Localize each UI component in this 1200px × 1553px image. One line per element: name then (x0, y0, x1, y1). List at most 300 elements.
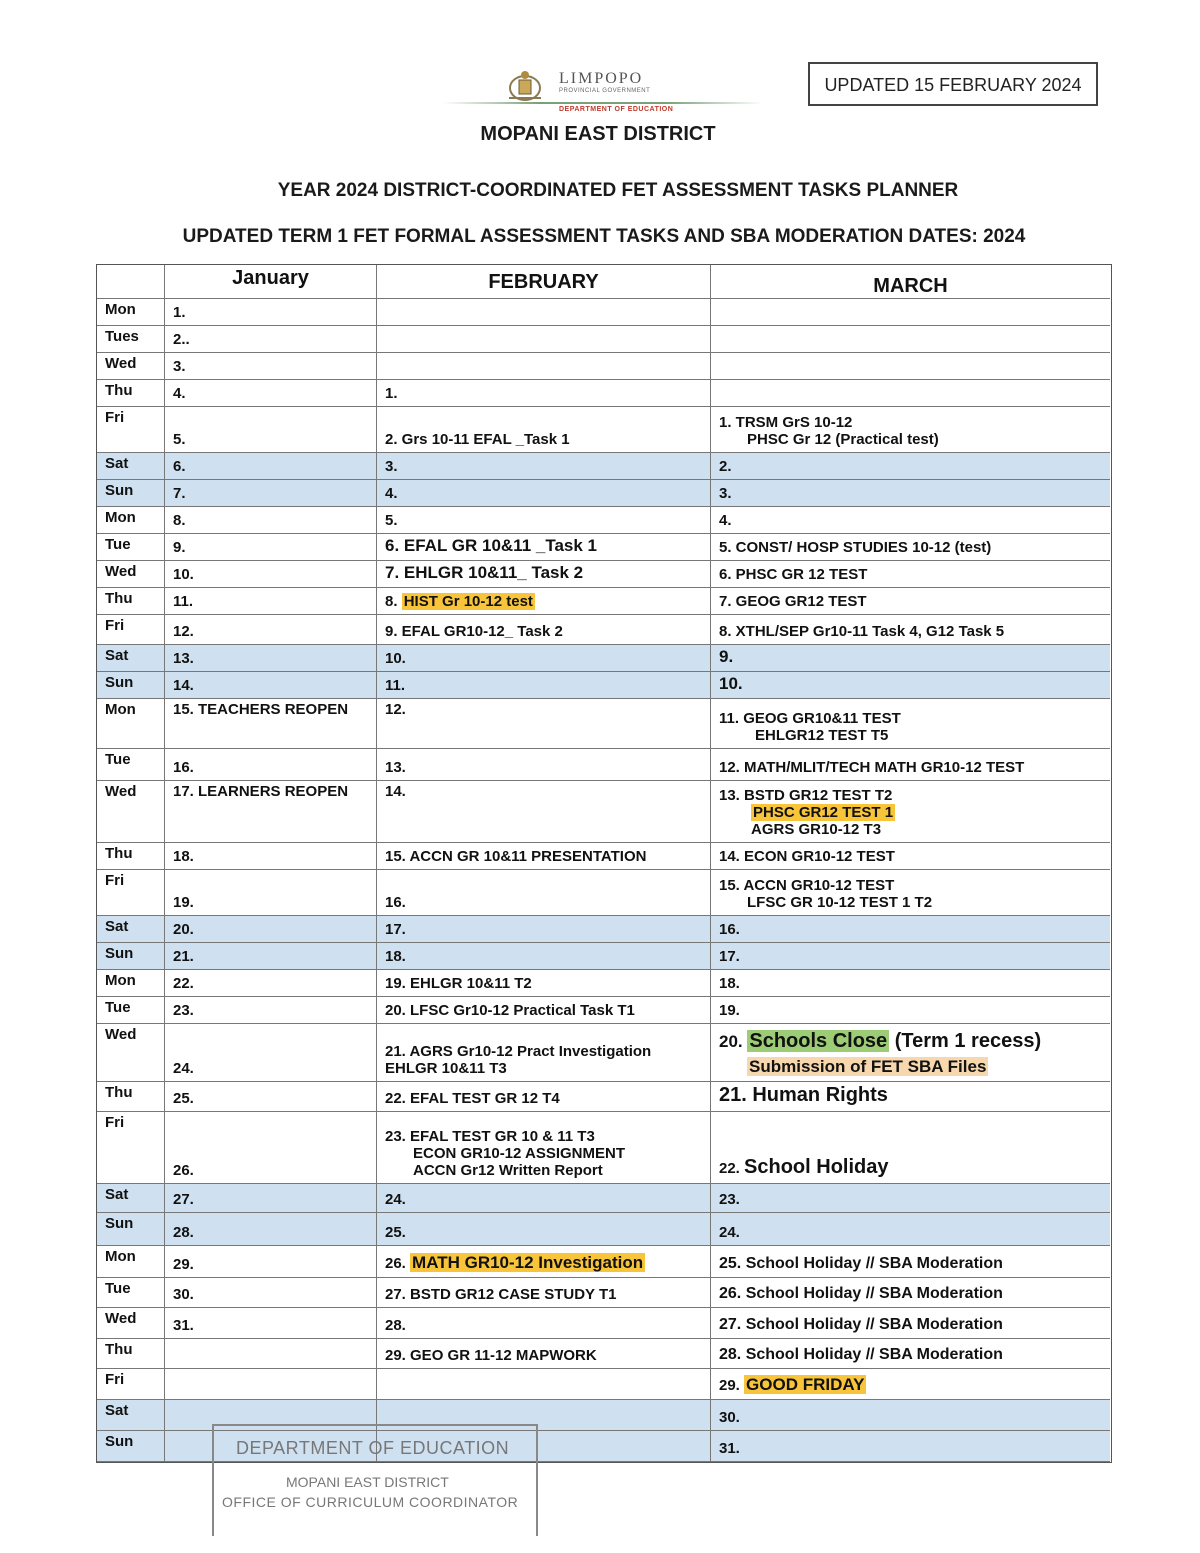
march-line: 8. XTHL/SEP Gr10-11 Task 4, G12 Task 5 (719, 623, 1005, 640)
february-cell (377, 1024, 711, 1081)
february-cell (377, 645, 711, 671)
march-cell (711, 588, 1110, 614)
march-cell (711, 615, 1110, 644)
january-cell (165, 1278, 377, 1307)
february-cell (377, 916, 711, 942)
february-line: EHLGR 10&11 T3 (385, 1060, 507, 1077)
assessment-planner-table (96, 264, 1112, 1463)
march-entry (719, 1346, 1104, 1364)
day-cell: Mon (97, 970, 165, 996)
march-entry (719, 458, 1104, 475)
march-line: LFSC GR 10-12 TEST 1 T2 (747, 894, 933, 911)
march-line: 28. School Holiday // SBA Moderation (719, 1346, 1003, 1363)
header-january: January (165, 265, 377, 298)
logo-department: DEPARTMENT OF EDUCATION (559, 106, 674, 113)
february-line: 5. (385, 512, 398, 529)
february-entry (385, 759, 704, 776)
february-cell (377, 970, 711, 996)
march-entry (719, 485, 1104, 502)
march-cell (711, 1082, 1110, 1111)
march-entry (719, 1255, 1104, 1273)
february-cell (377, 1184, 711, 1212)
february-line: 13. (385, 759, 406, 776)
february-cell (377, 749, 711, 780)
march-entry (719, 1224, 1104, 1241)
february-cell (377, 615, 711, 644)
february-line: 24. (385, 1191, 406, 1208)
february-line: 21. AGRS Gr10-12 Pract Investigation (385, 1043, 652, 1060)
table-row (97, 1369, 1110, 1400)
march-cell (711, 781, 1110, 842)
table-row (97, 997, 1110, 1024)
logo-subtitle: PROVINCIAL GOVERNMENT (559, 88, 651, 94)
table-row (97, 480, 1110, 507)
february-line: 29. GEO GR 11-12 MAPWORK (385, 1347, 597, 1364)
february-entry (385, 948, 704, 965)
january-entry: 8. (173, 512, 186, 529)
district-heading: MOPANI EAST DISTRICT (480, 123, 716, 145)
february-line: 9. EFAL GR10-12_ Task 2 (385, 623, 563, 640)
february-line: ECON GR10-12 ASSIGNMENT (413, 1145, 625, 1162)
march-cell (711, 843, 1110, 869)
march-line (719, 1030, 1104, 1053)
table-row (97, 407, 1110, 453)
march-cell (711, 507, 1110, 533)
march-line: 19. (719, 1002, 740, 1019)
january-entry: 24. (173, 1060, 194, 1077)
march-entry (719, 1375, 1104, 1395)
table-row (97, 843, 1110, 870)
march-line: 6. PHSC GR 12 TEST (719, 566, 868, 583)
table-row (97, 1213, 1110, 1246)
day-cell: Tue (97, 534, 165, 560)
day-cell: Fri (97, 615, 165, 644)
january-cell (165, 1369, 377, 1399)
table-row (97, 1339, 1110, 1369)
day-cell: Sat (97, 1400, 165, 1430)
february-entry (385, 677, 704, 694)
february-entry (385, 536, 704, 556)
february-line: 7. EHLGR 10&11_ Task 2 (385, 563, 584, 582)
coat-of-arms-icon (505, 68, 545, 104)
march-entry (719, 539, 1104, 556)
february-entry (385, 1286, 704, 1303)
march-cell (711, 699, 1110, 748)
february-entry (385, 1317, 704, 1334)
march-entry (719, 877, 1104, 911)
february-cell (377, 997, 711, 1023)
february-cell (377, 588, 711, 614)
march-entry (719, 647, 1104, 667)
february-cell (377, 781, 711, 842)
january-entry: 29. (173, 1256, 194, 1273)
march-cell (711, 970, 1110, 996)
march-entry (719, 787, 1104, 838)
january-cell (165, 480, 377, 506)
march-line: 3. (719, 485, 732, 502)
march-entry (719, 414, 1104, 448)
january-cell (165, 781, 377, 842)
march-cell (711, 1308, 1110, 1338)
table-row (97, 380, 1110, 407)
february-entry (385, 1191, 704, 1208)
february-cell (377, 1308, 711, 1338)
january-entry: 21. (173, 948, 194, 965)
january-cell (165, 943, 377, 969)
january-entry: 19. (173, 894, 194, 911)
january-entry: 1. (173, 304, 186, 321)
january-entry: 17. LEARNERS REOPEN (173, 783, 349, 800)
march-entry (719, 1316, 1104, 1334)
february-day-number: 26. (385, 1255, 411, 1272)
february-line: 19. EHLGR 10&11 T2 (385, 975, 532, 992)
february-cell (377, 1082, 711, 1111)
january-cell (165, 299, 377, 325)
march-entry (719, 759, 1104, 776)
day-cell: Mon (97, 299, 165, 325)
march-cell (711, 353, 1110, 379)
february-line: 15. ACCN GR 10&11 PRESENTATION (385, 848, 647, 865)
day-cell: Mon (97, 1246, 165, 1277)
february-highlighted-task: MATH GR10-12 Investigation (412, 1253, 644, 1272)
january-cell (165, 843, 377, 869)
march-line: 12. MATH/MLIT/TECH MATH GR10-12 TEST (719, 759, 1025, 776)
january-entry: 3. (173, 358, 186, 375)
january-cell (165, 407, 377, 452)
march-entry (719, 623, 1104, 640)
march-line: 17. (719, 948, 740, 965)
table-row (97, 870, 1110, 916)
february-entry (385, 512, 704, 529)
march-cell (711, 997, 1110, 1023)
day-cell: Mon (97, 507, 165, 533)
march-line: 5. CONST/ HOSP STUDIES 10-12 (test) (719, 539, 992, 556)
february-entry (385, 783, 702, 800)
march-line: 21. Human Rights (719, 1084, 888, 1106)
february-cell (377, 561, 711, 587)
day-cell: Thu (97, 1082, 165, 1111)
march-line: 7. GEOG GR12 TEST (719, 593, 867, 610)
january-entry: 31. (173, 1317, 194, 1334)
stamp-line-2: MOPANI EAST DISTRICT (286, 1474, 449, 1490)
day-cell: Fri (97, 1112, 165, 1183)
february-cell (377, 1339, 711, 1368)
march-schools-close: Schools Close (749, 1030, 888, 1052)
january-cell (165, 870, 377, 915)
january-cell (165, 588, 377, 614)
march-line: EHLGR12 TEST T5 (755, 727, 889, 744)
march-cell (711, 1400, 1110, 1430)
january-cell (165, 453, 377, 479)
january-entry: 20. (173, 921, 194, 938)
february-entry (385, 1253, 704, 1273)
march-entry (719, 1156, 1104, 1179)
february-cell (377, 480, 711, 506)
march-cell (711, 453, 1110, 479)
january-entry: 30. (173, 1286, 194, 1303)
january-cell (165, 507, 377, 533)
february-cell (377, 699, 711, 748)
march-cell (711, 1369, 1110, 1399)
day-cell: Thu (97, 843, 165, 869)
day-cell: Wed (97, 1308, 165, 1338)
day-cell: Thu (97, 588, 165, 614)
march-highlighted-test: PHSC GR12 TEST 1 (753, 804, 894, 821)
day-cell: Sun (97, 672, 165, 698)
header-march: MARCH (873, 275, 948, 297)
march-entry (719, 975, 1104, 992)
header-february: FEBRUARY (377, 265, 711, 298)
january-cell (165, 1339, 377, 1368)
march-line: 30. (719, 1409, 740, 1426)
february-line: 17. (385, 921, 406, 938)
table-row (97, 645, 1110, 672)
day-cell: Sun (97, 480, 165, 506)
march-line (719, 1156, 1104, 1179)
day-cell: Sun (97, 943, 165, 969)
march-entry (719, 1002, 1104, 1019)
table-row (97, 299, 1110, 326)
february-cell (377, 870, 711, 915)
march-cell (711, 1112, 1110, 1183)
table-header-row (97, 265, 1110, 299)
march-entry (719, 710, 1104, 744)
february-entry (385, 701, 702, 718)
stamp-line-3: OFFICE OF CURRICULUM COORDINATOR (222, 1494, 519, 1510)
february-entry (385, 1224, 704, 1241)
header-day-cell (97, 265, 165, 298)
march-cell (711, 1246, 1110, 1277)
february-entry (385, 431, 704, 448)
january-entry: 12. (173, 623, 194, 640)
january-entry: 6. (173, 458, 186, 475)
february-entry (385, 1043, 704, 1077)
february-cell (377, 843, 711, 869)
day-cell: Sat (97, 453, 165, 479)
march-line: 2. (719, 458, 732, 475)
march-line: 18. (719, 975, 740, 992)
january-cell (165, 615, 377, 644)
january-entry: 5. (173, 431, 186, 448)
march-cell (711, 534, 1110, 560)
march-entry (719, 1191, 1104, 1208)
january-cell (165, 1024, 377, 1081)
march-entry (719, 512, 1104, 529)
march-line: 13. BSTD GR12 TEST T2 (719, 787, 893, 804)
february-cell (377, 407, 711, 452)
january-cell (165, 1082, 377, 1111)
march-entry (719, 921, 1104, 938)
march-holiday: School Holiday (744, 1156, 889, 1178)
january-cell (165, 1246, 377, 1277)
march-entry (719, 593, 1104, 610)
january-cell (165, 997, 377, 1023)
january-cell (165, 1112, 377, 1183)
march-line: 23. (719, 1191, 740, 1208)
day-cell: Wed (97, 353, 165, 379)
february-cell (377, 1246, 711, 1277)
january-entry: 28. (173, 1224, 194, 1241)
march-line: 16. (719, 921, 740, 938)
march-line: 26. School Holiday // SBA Moderation (719, 1285, 1003, 1302)
january-entry: 25. (173, 1090, 194, 1107)
march-entry (719, 1030, 1104, 1077)
march-line: 14. ECON GR10-12 TEST (719, 848, 895, 865)
january-entry: 14. (173, 677, 194, 694)
february-entry (385, 593, 704, 610)
table-row (97, 1246, 1110, 1278)
table-row (97, 615, 1110, 645)
march-cell (711, 1184, 1110, 1212)
department-logo (503, 66, 763, 118)
day-cell: Sat (97, 645, 165, 671)
updated-date-box: UPDATED 15 FEBRUARY 2024 (808, 62, 1098, 106)
february-line: 28. (385, 1317, 406, 1334)
table-row (97, 326, 1110, 353)
march-cell (711, 299, 1110, 325)
january-entry: 27. (173, 1191, 194, 1208)
day-cell: Tues (97, 326, 165, 352)
table-row (97, 699, 1110, 749)
day-cell: Wed (97, 781, 165, 842)
february-line: 14. (385, 783, 406, 800)
day-cell: Sat (97, 916, 165, 942)
january-entry: 23. (173, 1002, 194, 1019)
term-heading: UPDATED TERM 1 FET FORMAL ASSESSMENT TASKS AND SBA MODERATION DATES: 2024 (182, 226, 1026, 247)
table-row (97, 561, 1110, 588)
february-line: 1. (385, 385, 398, 402)
march-cell (711, 326, 1110, 352)
february-entry (385, 975, 704, 992)
table-row (97, 507, 1110, 534)
february-highlighted-task: HIST Gr 10-12 test (403, 593, 533, 610)
january-entry: 15. TEACHERS REOPEN (173, 701, 349, 718)
february-entry (385, 1128, 704, 1179)
day-cell: Wed (97, 561, 165, 587)
february-entry (385, 1347, 704, 1364)
january-cell (165, 699, 377, 748)
day-cell: Fri (97, 1369, 165, 1399)
day-cell: Sun (97, 1213, 165, 1245)
february-cell (377, 453, 711, 479)
table-row (97, 749, 1110, 781)
table-row (97, 588, 1110, 615)
day-cell: Thu (97, 1339, 165, 1368)
february-entry (385, 848, 704, 865)
day-cell: Wed (97, 1024, 165, 1081)
january-cell (165, 970, 377, 996)
february-line: 12. (385, 701, 406, 718)
january-entry: 26. (173, 1162, 194, 1179)
day-cell: Mon (97, 699, 165, 748)
day-cell: Fri (97, 407, 165, 452)
day-cell: Tue (97, 997, 165, 1023)
march-line: 15. ACCN GR10-12 TEST (719, 877, 895, 894)
january-cell (165, 561, 377, 587)
february-cell (377, 943, 711, 969)
march-entry (719, 566, 1104, 583)
march-sba-submission: Submission of FET SBA Files (749, 1057, 987, 1076)
february-line: 18. (385, 948, 406, 965)
table-row (97, 534, 1110, 561)
planner-heading: YEAR 2024 DISTRICT-COORDINATED FET ASSESSMENT TASKS PLANNER (277, 180, 959, 201)
february-cell (377, 1213, 711, 1245)
march-cell (711, 870, 1110, 915)
table-row (97, 943, 1110, 970)
march-entry (719, 1285, 1104, 1303)
february-line: 3. (385, 458, 398, 475)
march-cell (711, 672, 1110, 698)
january-cell (165, 672, 377, 698)
february-cell (377, 326, 711, 352)
february-cell (377, 1112, 711, 1183)
march-entry (719, 1440, 1104, 1457)
january-entry: 16. (173, 759, 194, 776)
march-line: 24. (719, 1224, 740, 1241)
january-entry: 11. (173, 593, 194, 610)
january-entry: 9. (173, 539, 186, 556)
march-line: 11. GEOG GR10&11 TEST (719, 710, 901, 727)
february-entry (385, 385, 704, 402)
table-row (97, 781, 1110, 843)
february-line: ACCN Gr12 Written Report (413, 1162, 603, 1179)
day-cell: Fri (97, 870, 165, 915)
february-cell (377, 507, 711, 533)
march-cell (711, 1278, 1110, 1307)
march-cell (711, 1024, 1110, 1081)
february-line: 25. (385, 1224, 406, 1241)
february-line: 2. Grs 10-11 EFAL _Task 1 (385, 431, 570, 448)
january-cell (165, 353, 377, 379)
march-entry (719, 948, 1104, 965)
february-line: 10. (385, 650, 406, 667)
march-line: 27. School Holiday // SBA Moderation (719, 1316, 1003, 1333)
table-row (97, 1082, 1110, 1112)
table-row (97, 1308, 1110, 1339)
january-entry: 2.. (173, 331, 190, 348)
day-cell: Thu (97, 380, 165, 406)
march-highlighted-event: GOOD FRIDAY (746, 1375, 865, 1394)
march-recess-note: (Term 1 recess) (889, 1030, 1042, 1052)
day-cell: Tue (97, 1278, 165, 1307)
january-entry: 13. (173, 650, 194, 667)
march-day-number: 29. (719, 1377, 745, 1394)
february-cell (377, 1369, 711, 1399)
march-cell (711, 749, 1110, 780)
february-entry (385, 1002, 704, 1019)
march-cell (711, 1431, 1110, 1461)
february-entry (385, 623, 704, 640)
february-entry (385, 1090, 704, 1107)
february-entry (385, 458, 704, 475)
february-entry (385, 485, 704, 502)
march-line: 4. (719, 512, 732, 529)
january-cell (165, 1213, 377, 1245)
table-row (97, 1112, 1110, 1184)
march-line (719, 1057, 1104, 1077)
table-row (97, 453, 1110, 480)
january-cell (165, 645, 377, 671)
february-cell (377, 534, 711, 560)
march-line: 31. (719, 1440, 740, 1457)
table-row (97, 916, 1110, 943)
february-cell (377, 299, 711, 325)
march-cell (711, 645, 1110, 671)
march-entry (719, 848, 1104, 865)
day-cell: Sat (97, 1184, 165, 1212)
march-line: 1. TRSM GrS 10-12 (719, 414, 853, 431)
february-line: 11. (385, 677, 406, 694)
